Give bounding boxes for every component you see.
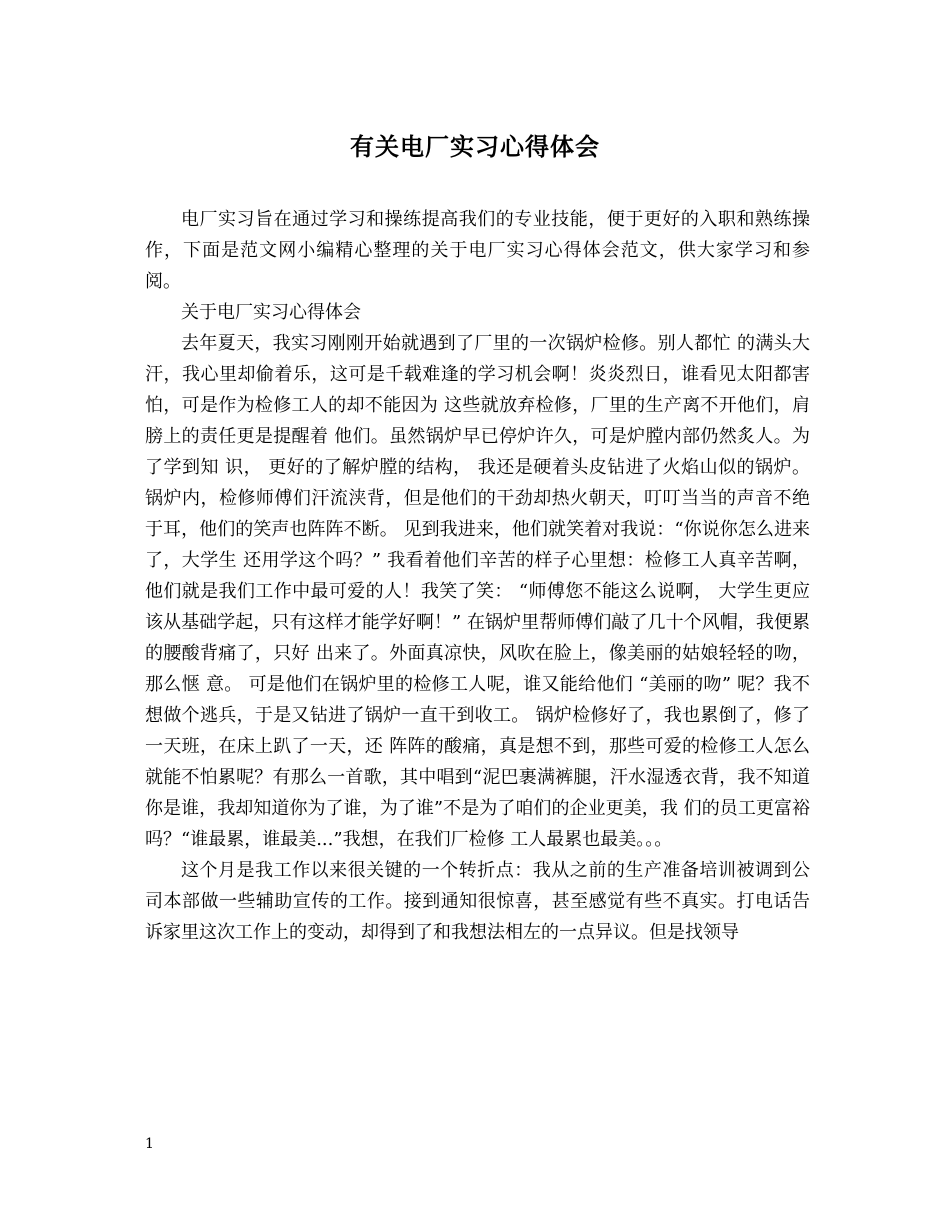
document-body bbox=[145, 204, 810, 948]
page-number: 1 bbox=[145, 1136, 154, 1152]
document-title: 有关电厂实习心得体会 bbox=[350, 132, 600, 161]
section-heading: 关于电厂实习心得体会 bbox=[181, 302, 361, 323]
body-paragraph: 这个月是我工作以来很关键的一个转折点：我从之前的生产准备培训被调到公司本部做一些辅助宣传的工作。接到通知很惊喜，甚至感觉有些不真实。打电话告诉家里这次工作上的变动，却得到了和我想法相左的一点异议。但是找领导 bbox=[145, 860, 810, 943]
body-paragraph: 去年夏天，我实习刚刚开始就遇到了厂里的一次锅炉检修。别人都忙 的满头大汗，我心里却偷着乐，这可是千载难逢的学习机会啊！炎炎烈日，谁看见太阳都害怕，可是作为检修工人的却不能因为 这些就放弃检修，厂里的生产离不开他们，肩膀上的责任更是提醒着 他们。虽然锅炉早已停炉许久，可是炉膛内部仍然炙人。为了学到知 识， 更好的了解炉膛的结构， 我还是硬着头皮钻进了火焰山似的锅炉。 锅炉内，检修师傅们汗流浃背，但是他们的干劲却热火朝天，叮叮当当的声音不绝于耳，他们的笑声也阵阵不断。 见到我进来，他们就笑着对我说：“你说你怎么进来了，大学生 还用学这个吗？” 我看着他们辛苦的样子心里想：检修工人真辛苦啊， 他们就是我们工作中最可爱的人！我笑了笑： “师傅您不能这么说啊， 大学生更应该从基础学起，只有这样才能学好啊！” 在锅炉里帮师傅们敲了几十个风帽，我便累的腰酸背痛了，只好 出来了。外面真凉快，风吹在脸上，像美丽的姑娘轻轻的吻，那么惬 意。 可是他们在锅炉里的检修工人呢，谁又能给他们 “美丽的吻” 呢？我不想做个逃兵，于是又钻进了锅炉一直干到收工。 锅炉检修好了，我也累倒了，修了一天班，在床上趴了一天，还 阵阵的酸痛，真是想不到，那些可爱的检修工人怎么就能不怕累呢？有那么一首歌，其中唱到“泥巴裹满裤腿，汗水湿透衣背，我不知道 你是谁，我却知道你为了谁，为了谁”不是为了咱们的企业更美，我 们的员工更富裕吗？“谁最累，谁最美...”我想，在我们厂检修 工人最累也最美。。。 bbox=[145, 333, 810, 850]
intro-paragraph: 电厂实习旨在通过学习和操练提高我们的专业技能，便于更好的入职和熟练操作，下面是范文网小编精心整理的关于电厂实习心得体会范文，供大家学习和参阅。 bbox=[145, 209, 810, 292]
